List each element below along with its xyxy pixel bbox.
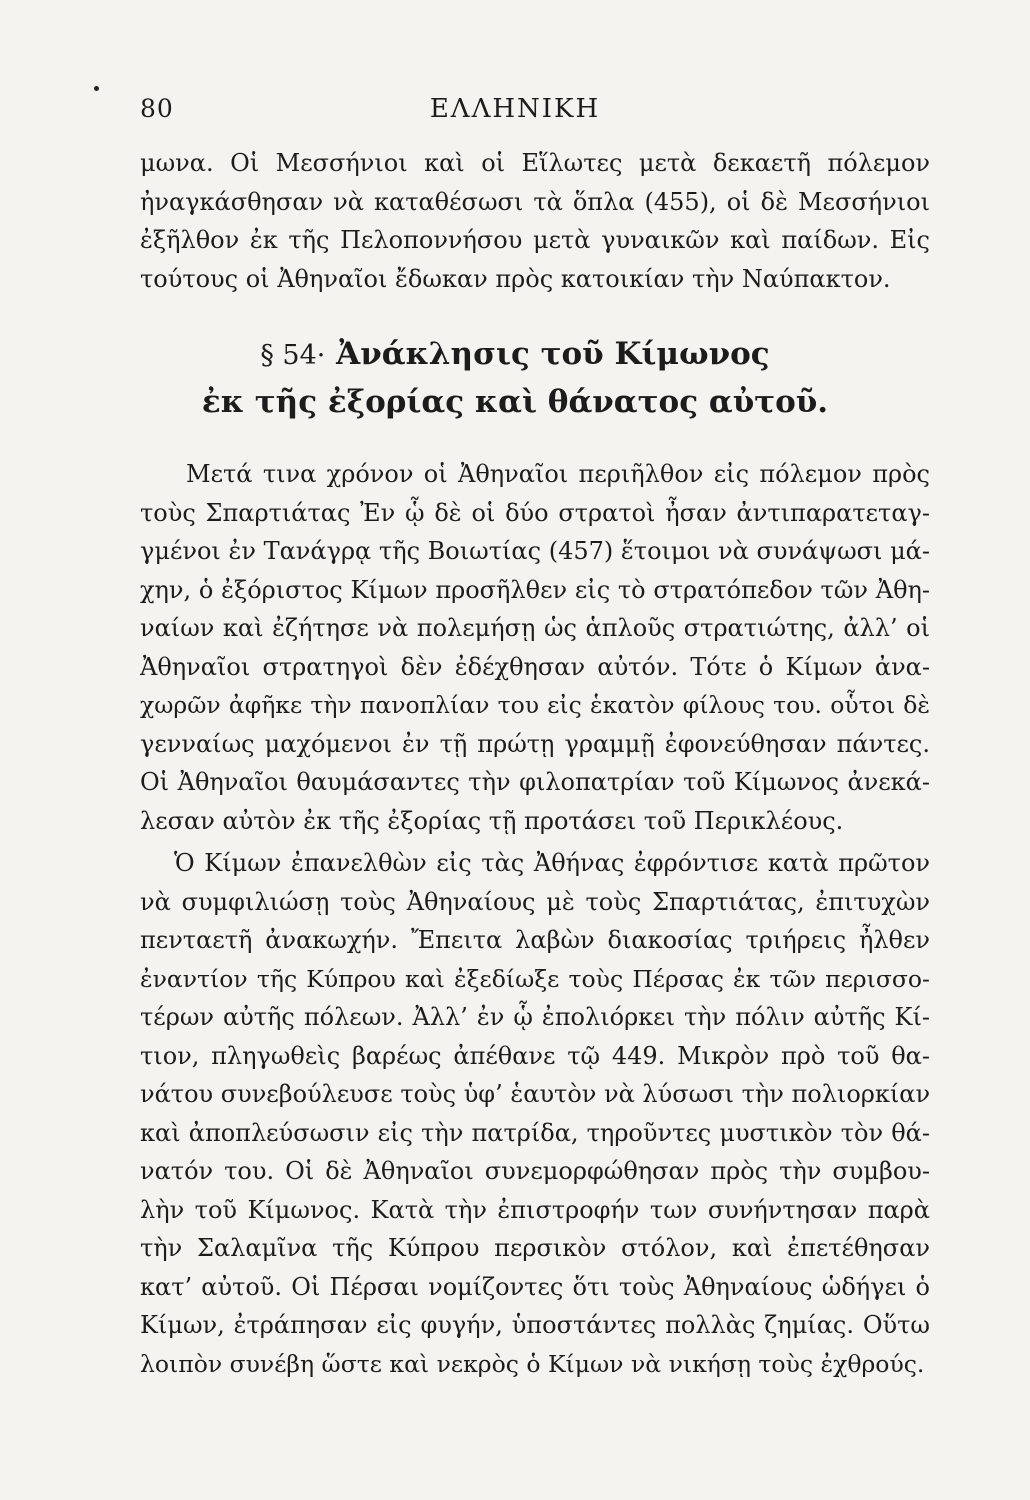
text-line: ἠναγκάσθησαν νὰ καταθέσωσι τὰ ὅπλα (455), οἱ δὲ Μεσσήνιοι: [140, 187, 930, 216]
text-line: πενταετῆ ἀνακωχήν. Ἔπειτα λαβὼν διακοσίας τριήρεις ἦλθεν: [140, 926, 930, 954]
text-line: ἐναντίον τῆς Κύπρου καὶ ἐξεδίωξε τοὺς Πέρσας ἐκ τῶν περισσο-: [140, 964, 930, 993]
text-line: κατ’ αὐτοῦ. Οἱ Πέρσαι νομίζοντες ὅτι τοὺς Ἀθηναίους ὡδήγει ὁ: [140, 1272, 930, 1301]
text-line: ναίων καὶ ἐζήτησε νὰ πολεμήσῃ ὡς ἁπλοῦς στρατιώτης, ἀλλ’ οἱ: [140, 614, 930, 642]
intro-paragraph: [140, 144, 930, 298]
text-line: Ὁ Κίμων ἐπανελθὼν εἰς τὰς Ἀθήνας ἐφρόντισε κατὰ πρῶτον: [174, 849, 930, 877]
text-line: μωνα. Οἱ Μεσσήνιοι καὶ οἱ Εἵλωτες μετὰ δεκαετῆ πόλεμον: [140, 149, 930, 177]
text-line: τέρων αὐτῆς πόλεων. Ἀλλ’ ἐν ᾧ ἐπολιόρκει τὴν πόλιν αὐτῆς Κί-: [140, 1003, 930, 1031]
paragraph-1: [140, 455, 930, 840]
text-line: ἐξῆλθον ἐκ τῆς Πελοποννήσου μετὰ γυναικῶν καὶ παίδων. Εἰς: [140, 226, 930, 254]
text-line: χωρῶν ἀφῆκε τὴν πανοπλίαν του εἰς ἑκατὸν φίλους του. οὗτοι δὲ: [140, 691, 930, 719]
section-title-part-1: Ἀνάκλησις τοῦ Κίμωνος: [336, 336, 770, 372]
page-number: 80: [140, 94, 174, 123]
text-line: Μετά τινα χρόνον οἱ Ἀθηναῖοι περιῆλθον εἰς πόλεμον πρὸς: [186, 460, 930, 488]
section-title-part-2: ἐκ τῆς ἐξορίας καὶ θάνατος αὐτοῦ.: [201, 384, 829, 420]
section-heading-line-2: [0, 384, 1030, 420]
text-line: νὰ συμφιλιώσῃ τοὺς Ἀθηναίους μὲ τοὺς Σπαρτιάτας, ἐπιτυχὼν: [140, 887, 930, 916]
text-line: γμένοι ἐν Τανάγρᾳ τῆς Βοιωτίας (457) ἕτοιμοι νὰ συνάψωσι μά-: [140, 537, 930, 565]
text-line: λεσαν αὐτὸν ἐκ τῆς ἐξορίας τῇ προτάσει τοῦ Περικλέους.: [140, 806, 844, 835]
running-head: ΕΛΛΗΝΙΚΗ: [429, 94, 601, 124]
text-line: λὴν τοῦ Κίμωνος. Κατὰ τὴν ἐπιστροφήν των συνήντησαν παρὰ: [140, 1195, 930, 1224]
text-line: Οἱ Ἀθηναῖοι θαυμάσαντες τὴν φιλοπατρίαν τοῦ Κίμωνος ἀνεκά-: [140, 768, 930, 796]
text-line: νάτου συνεβούλευσε τοὺς ὑφ’ ἑαυτὸν νὰ λύσωσι τὴν πολιορκίαν: [140, 1080, 930, 1108]
text-line: λοιπὸν συνέβη ὥστε καὶ νεκρὸς ὁ Κίμων νὰ νικήσῃ τοὺς ἐχθρούς.: [140, 1349, 925, 1378]
text-line: Κίμων, ἐτράπησαν εἰς φυγήν, ὑποστάντες πολλὰς ζημίας. Οὕτω: [140, 1311, 930, 1339]
text-line: τιον, πληγωθεὶς βαρέως ἀπέθανε τῷ 449. Μικρὸν πρὸ τοῦ θα-: [140, 1041, 930, 1070]
section-heading-line-1: [0, 336, 1030, 372]
section-mark: § 54·: [260, 340, 326, 371]
text-line: νατόν του. Οἱ δὲ Ἀθηναῖοι συνεμορφώθησαν πρὸς τὴν συμβου-: [140, 1157, 930, 1185]
text-line: τοὺς Σπαρτιάτας Ἐν ᾧ δὲ οἱ δύο στρατοὶ ἦσαν ἀντιπαρατεταγ-: [140, 498, 930, 527]
text-line: τούτους οἱ Ἀθηναῖοι ἔδωκαν πρὸς κατοικίαν τὴν Ναύπακτον.: [140, 264, 891, 293]
paragraph-2: [140, 844, 930, 1383]
text-line: χην, ὁ ἐξόριστος Κίμων προσῆλθεν εἰς τὸ στρατόπεδον τῶν Ἀθη-: [140, 575, 930, 604]
ink-speck: [94, 86, 99, 91]
text-line: καὶ ἀποπλεύσωσιν εἰς τὴν πατρίδα, τηροῦντες μυστικὸν τὸν θά-: [140, 1118, 930, 1147]
text-line: γενναίως μαχόμενοι ἐν τῇ πρώτῃ γραμμῇ ἐφονεύθησαν πάντες.: [140, 729, 930, 758]
text-line: Ἀθηναῖοι στρατηγοὶ δὲν ἐδέχθησαν αὐτόν. Τότε ὁ Κίμων ἀνα-: [140, 652, 930, 681]
text-line: τὴν Σαλαμῖνα τῆς Κύπρου περσικὸν στόλον, καὶ ἐπετέθησαν: [140, 1234, 930, 1262]
